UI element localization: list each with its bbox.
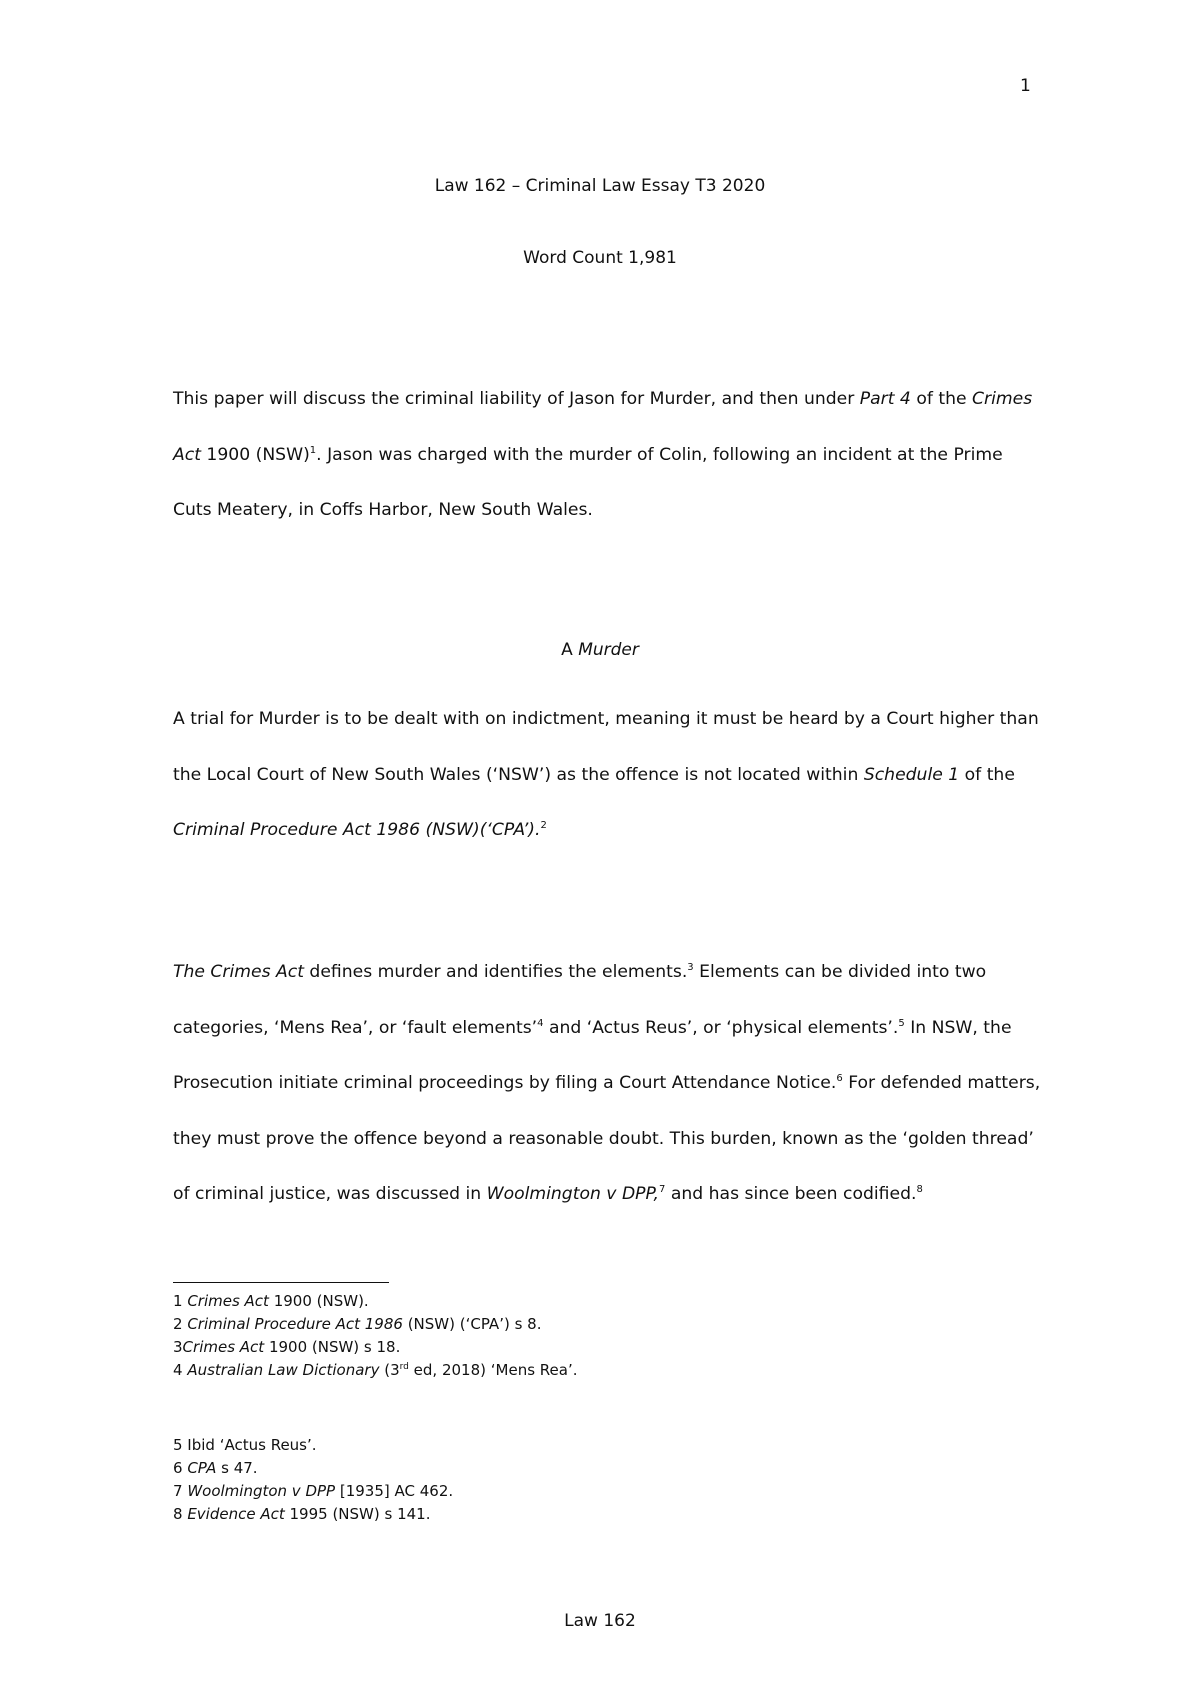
footnotes-block-continued	[173, 1434, 1073, 1526]
text-run: and has since been codified.	[665, 1184, 917, 1204]
section-heading	[0, 640, 1200, 660]
footnote-italic: Australian Law Dictionary	[187, 1361, 380, 1379]
italic-run: Woolmington v DPP,	[486, 1184, 660, 1204]
footnote-italic: Criminal Procedure Act 1986	[187, 1315, 403, 1333]
footnote-text: 1995 (NSW) s 141.	[284, 1505, 431, 1523]
text-run: Elements can be divided into two categories, ‘Mens Rea’, or ‘fault elements’	[173, 962, 987, 1038]
intro-paragraph	[173, 372, 1043, 539]
footnote-text: (3	[379, 1361, 400, 1379]
footnote-ref: 5	[898, 1017, 905, 1029]
italic-run: Schedule 1	[863, 764, 960, 785]
page-footer: Law 162	[564, 1611, 636, 1631]
footnote-superscript: rd	[399, 1362, 409, 1372]
text-run: and ‘Actus Reus’, or ‘physical elements’.	[543, 1017, 899, 1038]
word-count: Word Count 1,981	[523, 248, 677, 268]
footnote-text: [1935] AC 462.	[335, 1482, 454, 1500]
footnote-number: 2	[173, 1315, 188, 1333]
footnote-text: 1900 (NSW).	[268, 1292, 369, 1310]
footnote-italic: Evidence Act	[187, 1505, 285, 1523]
heading-letter: A	[561, 640, 579, 660]
footnote-number: 3	[173, 1338, 183, 1356]
footnote-italic: Woolmington v DPP	[187, 1482, 336, 1500]
footnote-8	[173, 1503, 1073, 1526]
text-run: of the	[959, 764, 1015, 785]
text-run: This paper will discuss the criminal liability of Jason for Murder, and then under	[173, 389, 860, 409]
footnote-ref: 2	[540, 820, 547, 831]
footnote-4	[173, 1359, 1073, 1382]
footnote-ref: 1	[309, 444, 317, 456]
footnote-text: (NSW) (‘CPA’) s 8.	[402, 1315, 542, 1333]
italic-run: Crimes Act	[173, 389, 1033, 465]
text-run: of the	[910, 389, 973, 409]
heading-title: Murder	[578, 640, 639, 660]
footnote-number: 1	[173, 1292, 188, 1310]
footnote-text: s 47.	[216, 1459, 258, 1477]
footnote-6	[173, 1457, 1073, 1480]
footnote-ref: 7	[659, 1184, 666, 1195]
footnote-number: 4	[173, 1361, 188, 1379]
page-number: 1	[1020, 76, 1031, 96]
text-run: . Jason was charged with the murder of Colin, following an incident at the Prime Cuts Meatery, in Coffs Harbor, New South Wales.	[173, 444, 1003, 520]
footnote-ref: 4	[537, 1017, 544, 1029]
footnote-2	[173, 1313, 1073, 1336]
footnote-3	[173, 1336, 1073, 1359]
footnote-7	[173, 1480, 1073, 1503]
footnotes-block	[173, 1290, 1073, 1382]
footnote-1	[173, 1290, 1073, 1313]
italic-run: The Crimes Act	[173, 962, 304, 982]
footnote-italic: CPA	[187, 1459, 217, 1477]
text-run: For defended matters, they must prove the offence beyond a reasonable doubt. This burden, known as the ‘golden thread’ of criminal justice, was discussed in	[173, 1073, 1041, 1204]
essay-title: Law 162 – Criminal Law Essay T3 2020	[434, 176, 766, 196]
footnote-italic: Crimes Act	[182, 1338, 265, 1356]
text-run: defines murder and identifies the elements.	[303, 962, 688, 982]
italic-run: Criminal Procedure Act 1986 (NSW)(‘CPA’).	[173, 820, 541, 840]
footnote-ref: 6	[836, 1073, 843, 1084]
footnote-italic: Crimes Act	[187, 1292, 269, 1310]
indictment-paragraph	[173, 692, 1043, 859]
footnote-number: 6	[173, 1459, 188, 1477]
italic-run: Part 4	[859, 389, 911, 409]
text-run: 1900 (NSW)	[200, 444, 310, 465]
footnote-separator	[173, 1282, 389, 1283]
footnote-number: 7	[173, 1482, 188, 1500]
footnote-5: 5 Ibid ‘Actus Reus’.	[173, 1436, 317, 1454]
footnote-ref: 3	[687, 962, 694, 973]
footnote-text: 1900 (NSW) s 18.	[264, 1338, 401, 1356]
footnote-ref: 8	[916, 1184, 923, 1195]
text-run: A trial for Murder is to be dealt with on indictment, meaning it must be heard by a Court higher than the Local Court of New South Wales (‘NSW’) as the offence is not located within	[173, 709, 1039, 785]
elements-paragraph	[173, 945, 1043, 1223]
footnote-text: ed, 2018) ‘Mens Rea’.	[408, 1361, 578, 1379]
text-run: In NSW, the Prosecution initiate criminal proceedings by filing a Court Attendance Notice.	[173, 1017, 1012, 1093]
footnote-number: 8	[173, 1505, 188, 1523]
